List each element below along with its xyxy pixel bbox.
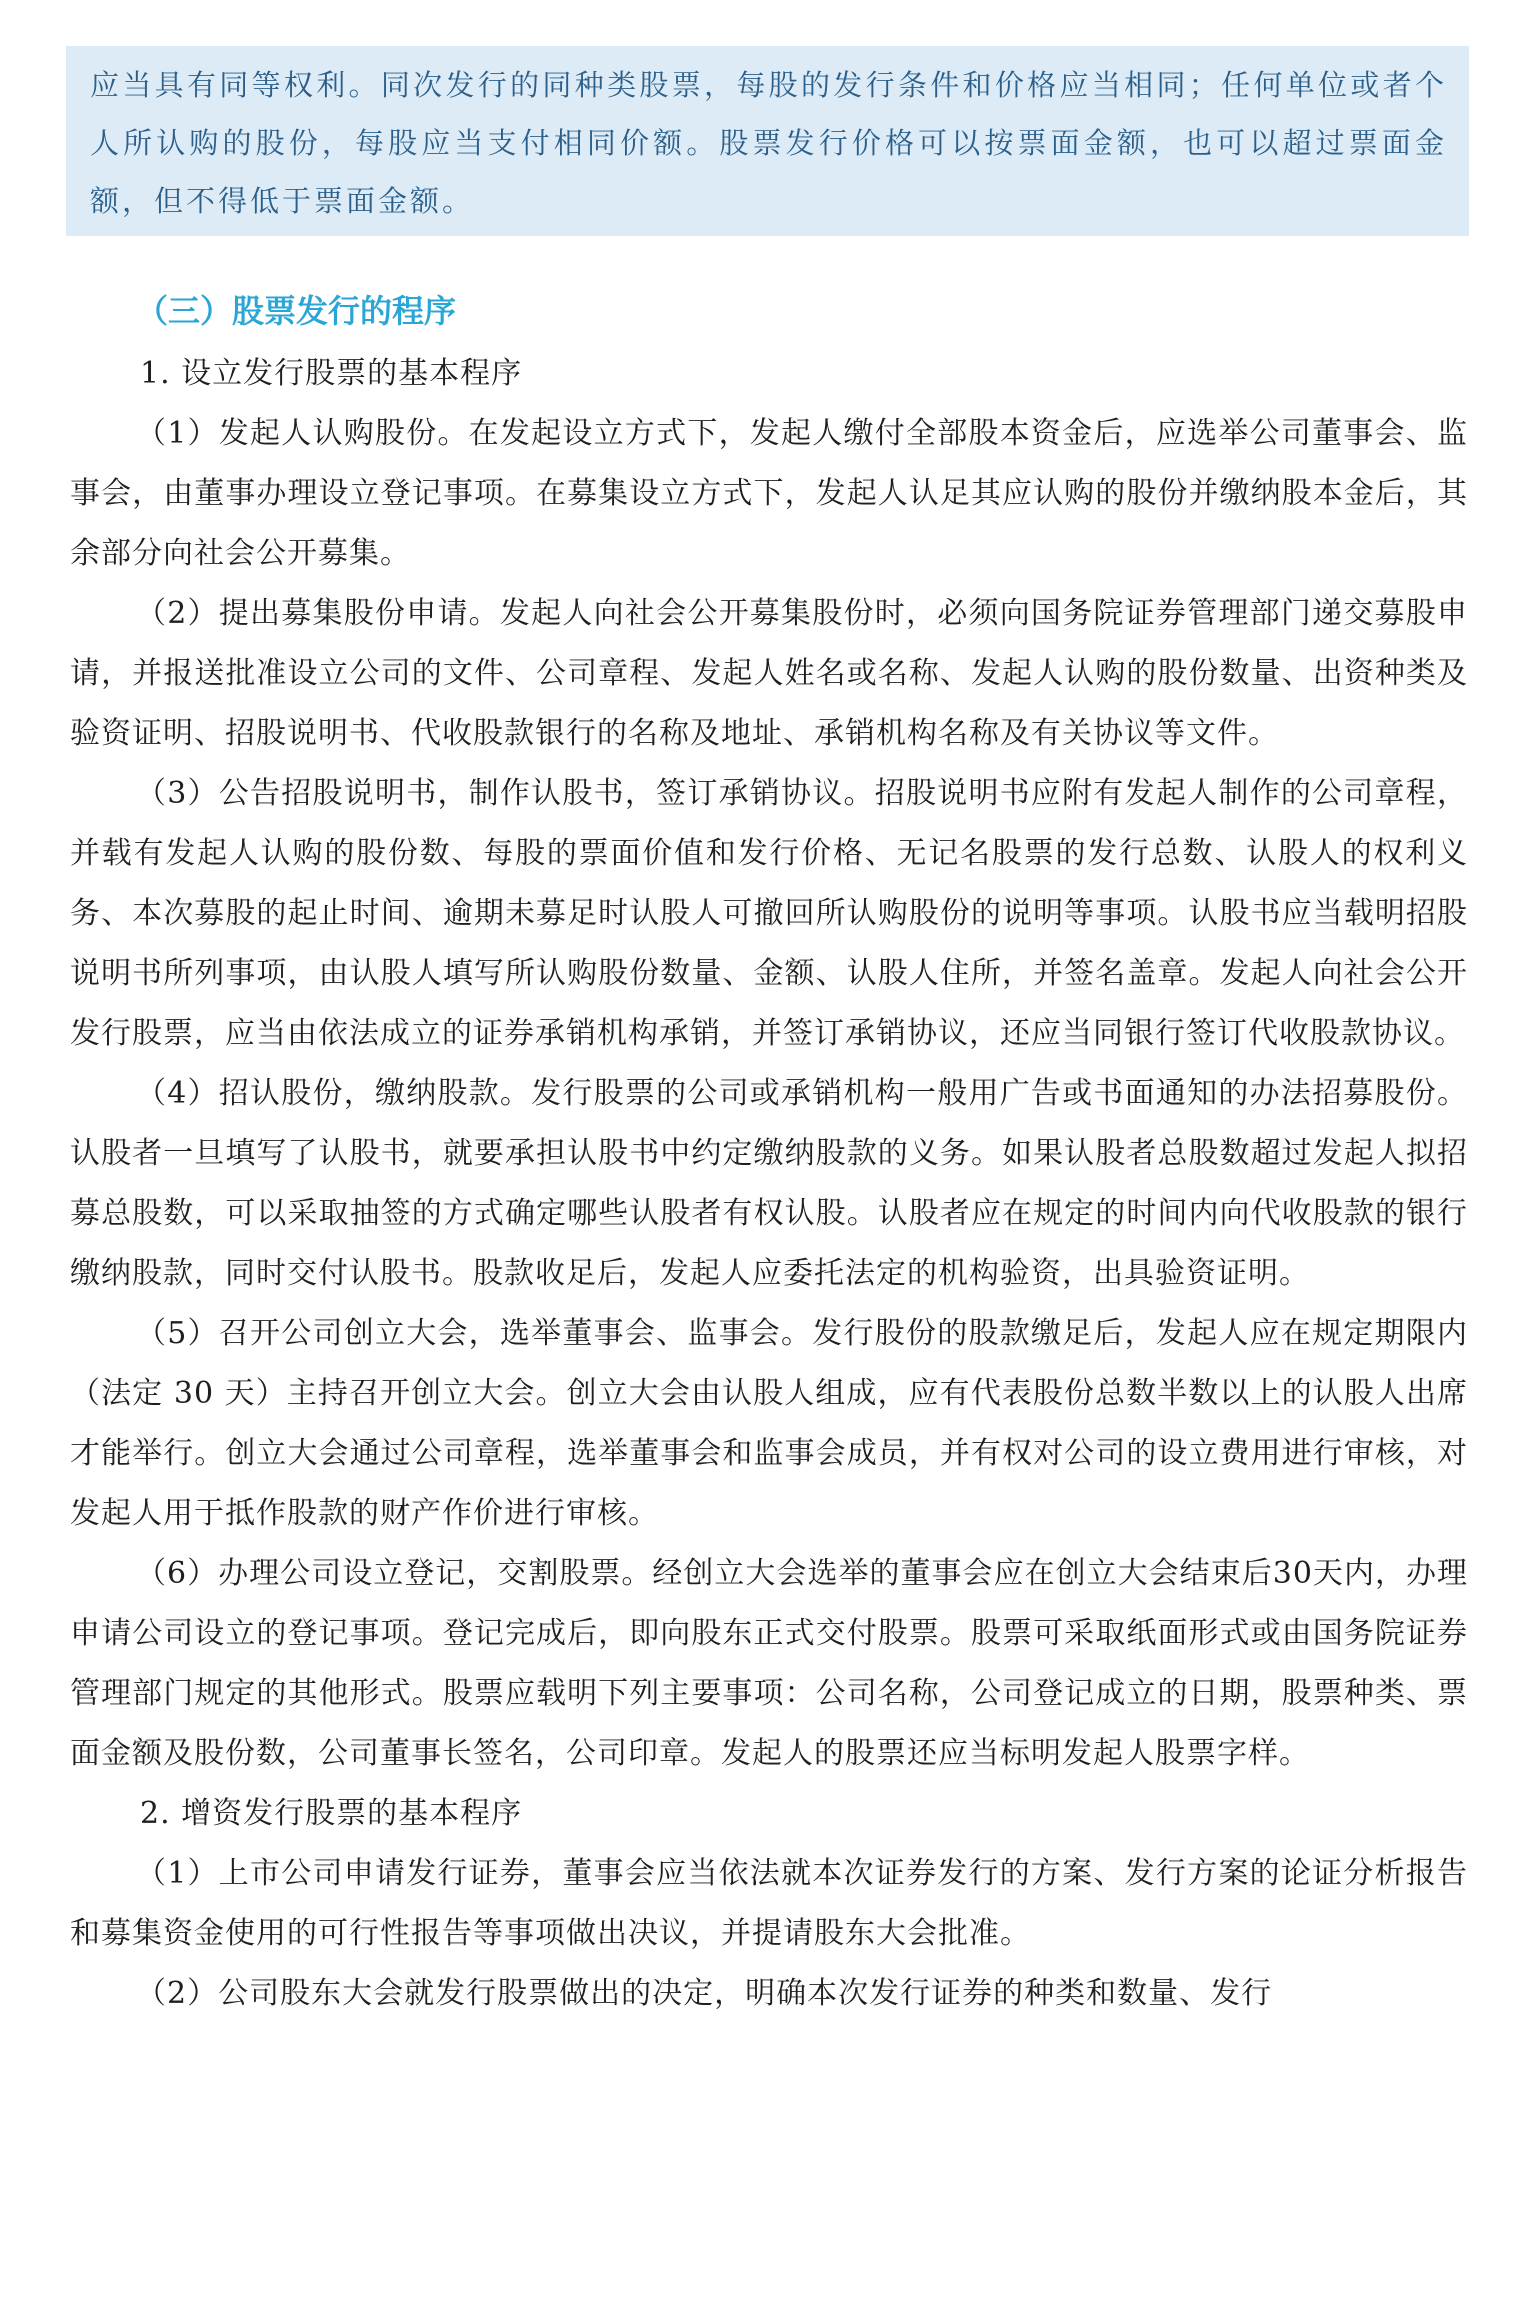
paragraph: （3）公告招股说明书，制作认股书，签订承销协议。招股说明书应附有发起人制作的公司章程，并载有发起人认购的股份数、每股的票面价值和发行价格、无记名股票的发行总数、认股人的权利义务、本次募股的起止时间、逾期未募足时认股人可撤回所认购股份的说明等事项。认股书应当载明招股说明书所列事项，由认股人填写所认购股份数量、金额、认股人住所，并签名盖章。发起人向社会公开发行股票，应当由依法成立的证券承销机构承销，并签订承销协议，还应当同银行签订代收股款协议。 [70, 776, 1468, 1051]
paragraph: （2）公司股东大会就发行股票做出的决定，明确本次发行证券的种类和数量、发行 [136, 1976, 1273, 2011]
section-heading: （三）股票发行的程序 [136, 292, 457, 330]
highlight-text: 应当具有同等权利。同次发行的同种类股票，每股的发行条件和价格应当相同；任何单位或者个人所认购的股份，每股应当支付相同价额。股票发行价格可以按票面金额，也可以超过票面金额，但不得低于票面金额。 [90, 68, 1447, 218]
subheading-2: 2. 增资发行股票的基本程序 [140, 1796, 523, 1831]
paragraph: （6）办理公司设立登记，交割股票。经创立大会选举的董事会应在创立大会结束后30天内，办理申请公司设立的登记事项。登记完成后，即向股东正式交付股票。股票可采取纸面形式或由国务院证券管理部门规定的其他形式。股票应载明下列主要事项：公司名称，公司登记成立的日期，股票种类、票面金额及股份数，公司董事长签名，公司印章。发起人的股票还应当标明发起人股票字样。 [70, 1556, 1468, 1771]
highlight-box [66, 46, 1469, 236]
paragraph: （1）上市公司申请发行证券，董事会应当依法就本次证券发行的方案、发行方案的论证分析报告和募集资金使用的可行性报告等事项做出决议，并提请股东大会批准。 [70, 1856, 1468, 1951]
paragraph: （5）召开公司创立大会，选举董事会、监事会。发行股份的股款缴足后，发起人应在规定期限内（法定 30 天）主持召开创立大会。创立大会由认股人组成，应有代表股份总数半数以上的认股人出席才能举行。创立大会通过公司章程，选举董事会和监事会成员，并有权对公司的设立费用进行审核，对发起人用于抵作股款的财产作价进行审核。 [70, 1316, 1468, 1531]
paragraph: （4）招认股份，缴纳股款。发行股票的公司或承销机构一般用广告或书面通知的办法招募股份。认股者一旦填写了认股书，就要承担认股书中约定缴纳股款的义务。如果认股者总股数超过发起人拟招募总股数，可以采取抽签的方式确定哪些认股者有权认股。认股者应在规定的时间内向代收股款的银行缴纳股款，同时交付认股书。股款收足后，发起人应委托法定的机构验资，出具验资证明。 [70, 1076, 1468, 1291]
paragraph: （1）发起人认购股份。在发起设立方式下，发起人缴付全部股本资金后，应选举公司董事会、监事会，由董事办理设立登记事项。在募集设立方式下，发起人认足其应认购的股份并缴纳股本金后，其余部分向社会公开募集。 [70, 416, 1468, 571]
subheading-1: 1. 设立发行股票的基本程序 [140, 356, 523, 391]
body-text [70, 344, 1468, 2024]
paragraph: （2）提出募集股份申请。发起人向社会公开募集股份时，必须向国务院证券管理部门递交募股申请，并报送批准设立公司的文件、公司章程、发起人姓名或名称、发起人认购的股份数量、出资种类及验资证明、招股说明书、代收股款银行的名称及地址、承销机构名称及有关协议等文件。 [70, 596, 1468, 751]
